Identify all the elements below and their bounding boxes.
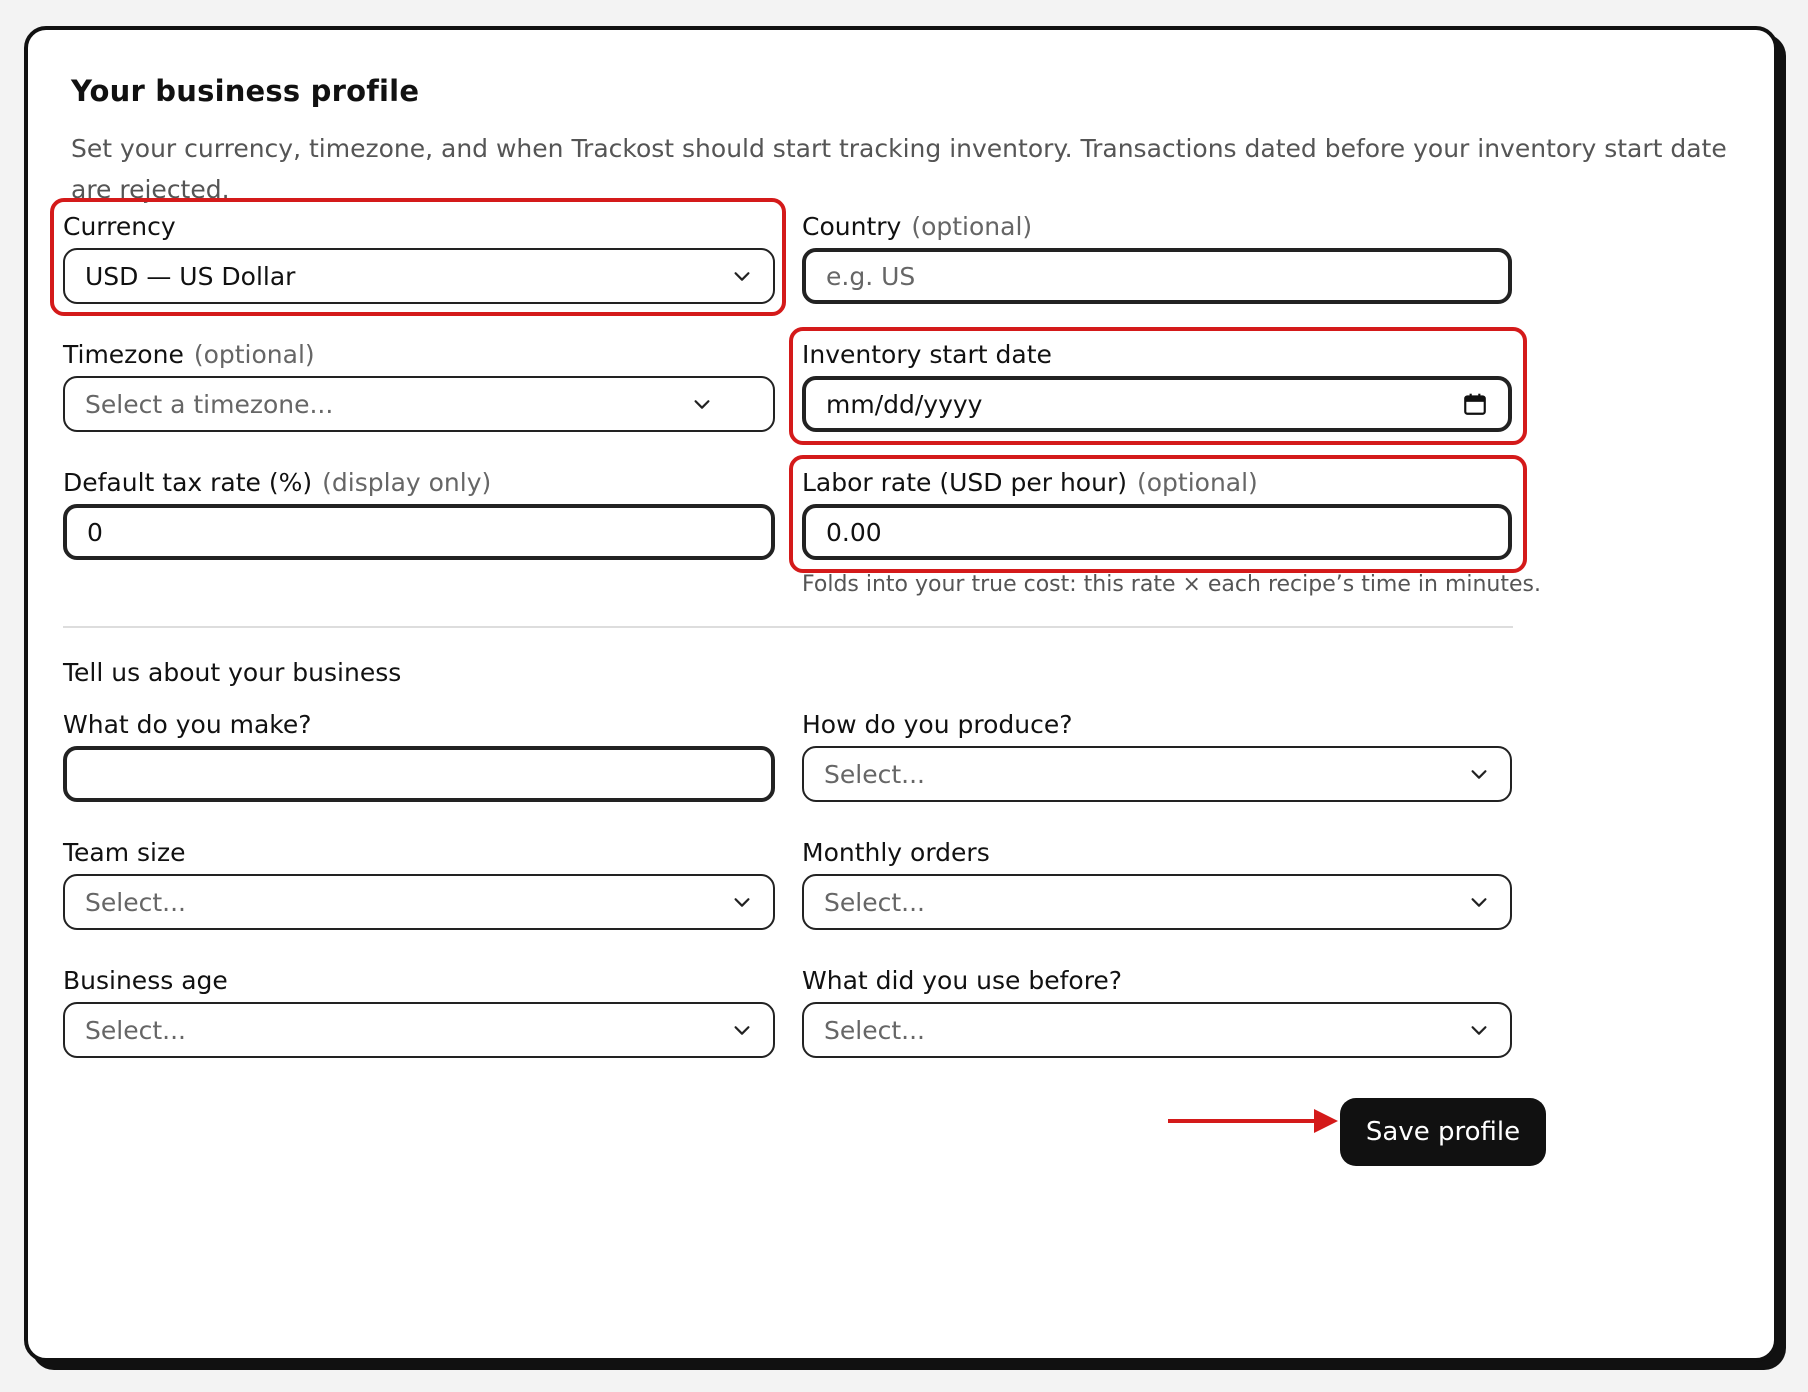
inventory-start-label: [802, 340, 1052, 369]
section-divider: [63, 626, 1513, 628]
chevron-down-icon: [731, 265, 753, 287]
inventory-start-placeholder: mm/dd/yyyy: [826, 389, 983, 419]
business-age-select[interactable]: [63, 1002, 775, 1058]
used-before-label-text: What did you use before?: [802, 966, 1123, 995]
timezone-select[interactable]: [63, 376, 775, 432]
produce-placeholder: Select...: [824, 759, 925, 789]
currency-select[interactable]: [63, 248, 775, 304]
tax-rate-optional-tag: (display only): [322, 468, 492, 497]
business-age-label: [63, 966, 228, 995]
chevron-down-icon: [731, 1019, 753, 1041]
business-age-placeholder: Select...: [85, 1015, 186, 1045]
make-label: [63, 710, 312, 739]
inventory-start-label-text: Inventory start date: [802, 340, 1052, 369]
inventory-start-date-input[interactable]: [802, 376, 1512, 432]
timezone-optional-tag: (optional): [193, 340, 315, 369]
annotation-arrow-icon: [1168, 1106, 1338, 1136]
country-label: [802, 212, 1032, 241]
monthly-orders-placeholder: Select...: [824, 887, 925, 917]
timezone-label: [63, 340, 315, 369]
calendar-icon[interactable]: [1462, 391, 1488, 417]
country-label-text: Country: [802, 212, 902, 241]
make-input[interactable]: [63, 746, 775, 802]
page-title: Your business profile: [71, 74, 420, 108]
team-size-label-text: Team size: [63, 838, 186, 867]
currency-label: [63, 212, 176, 241]
tax-rate-label: [63, 468, 491, 497]
chevron-down-icon: [691, 393, 713, 415]
tax-rate-value: 0: [87, 517, 103, 547]
page-description: Set your currency, timezone, and when Trackost should start tracking inventory. Transactions dated before your inventory start date are rejected.: [71, 134, 1727, 204]
chevron-down-icon: [731, 891, 753, 913]
monthly-orders-select[interactable]: [802, 874, 1512, 930]
tax-rate-label-text: Default tax rate (%): [63, 468, 313, 497]
country-placeholder: e.g. US: [826, 261, 916, 291]
used-before-label: [802, 966, 1122, 995]
currency-label-text: Currency: [63, 212, 176, 241]
produce-label-text: How do you produce?: [802, 710, 1073, 739]
labor-rate-optional-tag: (optional): [1136, 468, 1258, 497]
labor-rate-hint: Folds into your true cost: this rate × each recipe’s time in minutes.: [802, 572, 1541, 597]
produce-select[interactable]: [802, 746, 1512, 802]
make-label-text: What do you make?: [63, 710, 312, 739]
labor-rate-value: 0.00: [826, 517, 882, 547]
timezone-label-text: Timezone: [63, 340, 184, 369]
team-size-placeholder: Select...: [85, 887, 186, 917]
save-profile-button[interactable]: Save profile: [1340, 1098, 1546, 1166]
chevron-down-icon: [1468, 891, 1490, 913]
labor-rate-label-text: Labor rate (USD per hour): [802, 468, 1127, 497]
monthly-orders-label-text: Monthly orders: [802, 838, 990, 867]
labor-rate-input[interactable]: [802, 504, 1512, 560]
team-size-label: [63, 838, 186, 867]
monthly-orders-label: [802, 838, 990, 867]
labor-rate-label: [802, 468, 1258, 497]
timezone-placeholder: Select a timezone...: [85, 389, 334, 419]
country-input[interactable]: [802, 248, 1512, 304]
used-before-placeholder: Select...: [824, 1015, 925, 1045]
chevron-down-icon: [1468, 763, 1490, 785]
business-profile-card: [24, 26, 1778, 1362]
used-before-select[interactable]: [802, 1002, 1512, 1058]
produce-label: [802, 710, 1072, 739]
business-section-heading: Tell us about your business: [63, 658, 402, 687]
business-age-label-text: Business age: [63, 966, 228, 995]
team-size-select[interactable]: [63, 874, 775, 930]
tax-rate-input[interactable]: [63, 504, 775, 560]
chevron-down-icon: [1468, 1019, 1490, 1041]
country-optional-tag: (optional): [911, 212, 1033, 241]
currency-value: USD — US Dollar: [85, 261, 296, 291]
